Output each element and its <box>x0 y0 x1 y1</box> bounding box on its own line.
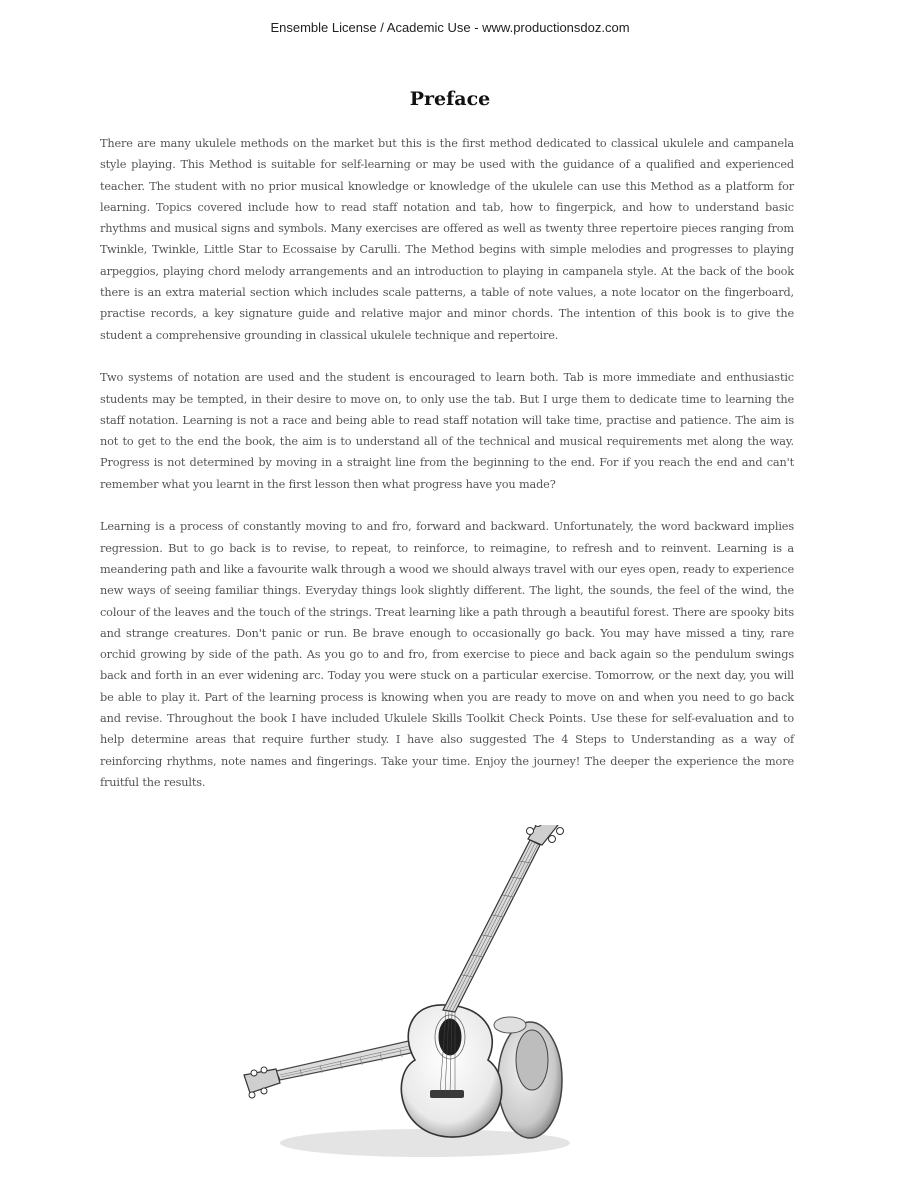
page-title: Preface <box>409 88 491 110</box>
paragraph: Two systems of notation are used and the student is encouraged to learn both. Tab is more immediate and enthusiastic students may be tempted, in their desire to move on, to only use the tab. But I urge them to dedicate time to learning the staff notation. Learning is not a race and being able to read staff notation will take time, practise and patience. The aim is not to get to the end the book, the aim is to understand all of the technical and musical requirements met along the way. Progress is not determined by moving in a straight line from the beginning to the end. For if you reach the end and can't remember what you learnt in the first lesson then what progress have you made? <box>100 371 794 491</box>
license-header: Ensemble License / Academic Use - www.productionsdoz.com <box>270 20 630 35</box>
paragraph: There are many ukulele methods on the market but this is the first method dedicated to classical ukulele and campanela style playing. This Method is suitable for self-learning or may be used with the guidance of a qualified and experienced teacher. The student with no prior musical knowledge or knowledge of the ukulele can use this Method as a platform for learning. Topics covered include how to read staff notation and tab, how to fingerpick, and how to understand basic rhythms and musical signs and symbols. Many exercises are offered as well as twenty three repertoire pieces ranging from Twinkle, Twinkle, Little Star to Ecossaise by Carulli. The Method begins with simple melodies and progresses to playing arpeggios, playing chord melody arrangements and an introduction to playing in campanela style. At the back of the book there is an extra material section which includes scale patterns, a table of note values, a note locator on the fingerboard, practise records, a key signature guide and relative major and minor chords. The intention of this book is to give the student a comprehensive grounding in classical ukulele technique and repertoire. <box>100 137 794 342</box>
ukulele-illustration <box>240 825 580 1175</box>
paragraph: Learning is a process of constantly moving to and fro, forward and backward. Unfortunately, the word backward implies regression. But to go back is to revise, to repeat, to reinforce, to reimagine, to refresh and to reinvent. Learning is a meandering path and like a favourite walk through a wood we should always travel with our eyes open, ready to experience new ways of seeing familiar things. Everyday things look slightly different. The light, the sounds, the feel of the wind, the colour of the leaves and the touch of the strings. Treat learning like a path through a beautiful forest. There are spooky bits and strange creatures. Don't panic or run. Be brave enough to occasionally go back. You may have missed a tiny, rare orchid growing by side of the path. As you go to and fro, from exercise to piece and back again so the pendulum swings back and forth in an ever widening arc. Today you were stuck on a particular exercise. Tomorrow, or the next day, you will be able to play it. Part of the learning process is knowing when you are ready to move on and when you need to go back and revise. Throughout the book I have included Ukulele Skills Toolkit Check Points. Use these for self-evaluation and to help determine areas that require further study. I have also suggested The 4 Steps to Understanding as a way of reinforcing rhythms, note names and fingerings. Take your time. Enjoy the journey! The deeper the experience the more fruitful the results. <box>100 520 794 789</box>
ukulele-sketch-icon <box>240 825 580 1175</box>
preface-body <box>100 133 794 815</box>
